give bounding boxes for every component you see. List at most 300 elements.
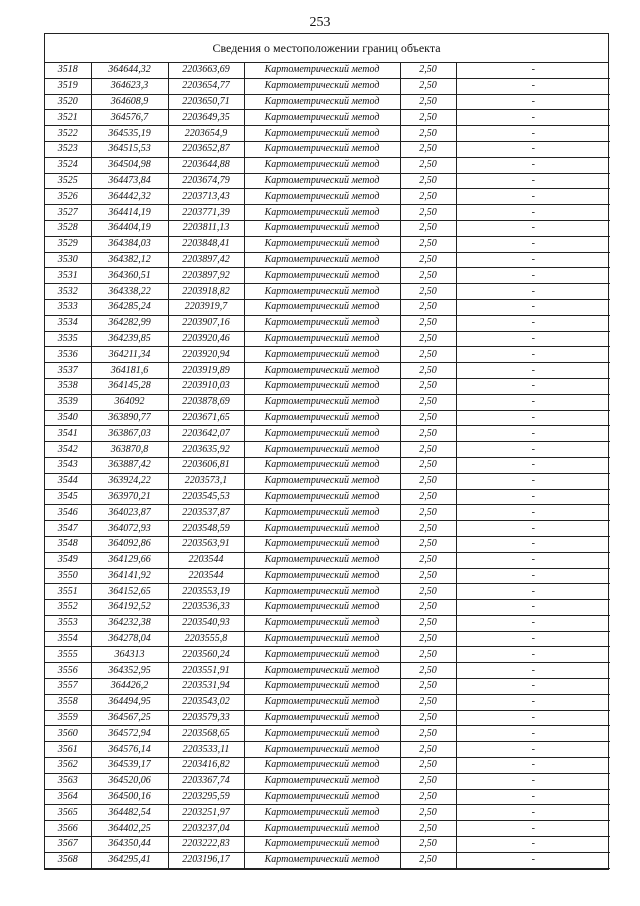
table-row — [45, 173, 610, 189]
accuracy-cell: 2,50 — [400, 726, 456, 742]
y-coordinate-cell: 2203536,33 — [168, 600, 244, 616]
table-row — [45, 268, 610, 284]
table-row — [45, 805, 610, 821]
y-coordinate-cell: 2203251,97 — [168, 805, 244, 821]
y-coordinate-cell: 2203222,83 — [168, 837, 244, 853]
x-coordinate-cell: 364232,38 — [91, 615, 168, 631]
method-cell: Картометрический метод — [244, 426, 400, 442]
description-cell: - — [456, 505, 610, 521]
accuracy-cell: 2,50 — [400, 426, 456, 442]
table-row — [45, 568, 610, 584]
y-coordinate-cell: 2203548,59 — [168, 521, 244, 537]
y-coordinate-cell: 2203644,88 — [168, 157, 244, 173]
x-coordinate-cell: 364482,54 — [91, 805, 168, 821]
x-coordinate-cell: 363887,42 — [91, 457, 168, 473]
y-coordinate-cell: 2203918,82 — [168, 284, 244, 300]
description-cell: - — [456, 426, 610, 442]
table-row — [45, 726, 610, 742]
accuracy-cell: 2,50 — [400, 789, 456, 805]
table-row — [45, 552, 610, 568]
x-coordinate-cell: 363867,03 — [91, 426, 168, 442]
description-cell: - — [456, 742, 610, 758]
point-number-cell: 3557 — [45, 679, 91, 695]
x-coordinate-cell: 364152,65 — [91, 584, 168, 600]
method-cell: Картометрический метод — [244, 315, 400, 331]
table-row — [45, 442, 610, 458]
table-row — [45, 299, 610, 315]
y-coordinate-cell: 2203919,89 — [168, 363, 244, 379]
x-coordinate-cell: 364382,12 — [91, 252, 168, 268]
point-number-cell: 3522 — [45, 126, 91, 142]
description-cell: - — [456, 821, 610, 837]
point-number-cell: 3553 — [45, 615, 91, 631]
point-number-cell: 3532 — [45, 284, 91, 300]
method-cell: Картометрический метод — [244, 536, 400, 552]
accuracy-cell: 2,50 — [400, 110, 456, 126]
point-number-cell: 3549 — [45, 552, 91, 568]
x-coordinate-cell: 363890,77 — [91, 410, 168, 426]
accuracy-cell: 2,50 — [400, 473, 456, 489]
method-cell: Картометрический метод — [244, 63, 400, 78]
x-coordinate-cell: 364644,32 — [91, 63, 168, 78]
point-number-cell: 3566 — [45, 821, 91, 837]
y-coordinate-cell: 2203910,03 — [168, 378, 244, 394]
point-number-cell: 3550 — [45, 568, 91, 584]
y-coordinate-cell: 2203771,39 — [168, 205, 244, 221]
y-coordinate-cell: 2203560,24 — [168, 647, 244, 663]
method-cell: Картометрический метод — [244, 205, 400, 221]
method-cell: Картометрический метод — [244, 789, 400, 805]
x-coordinate-cell: 364576,7 — [91, 110, 168, 126]
point-number-cell: 3565 — [45, 805, 91, 821]
description-cell: - — [456, 726, 610, 742]
y-coordinate-cell: 2203649,35 — [168, 110, 244, 126]
point-number-cell: 3564 — [45, 789, 91, 805]
table-row — [45, 647, 610, 663]
point-number-cell: 3544 — [45, 473, 91, 489]
point-number-cell: 3526 — [45, 189, 91, 205]
section-title: Сведения о местоположении границ объекта — [45, 34, 608, 63]
point-number-cell: 3525 — [45, 173, 91, 189]
table-row — [45, 837, 610, 853]
accuracy-cell: 2,50 — [400, 378, 456, 394]
method-cell: Картометрический метод — [244, 852, 400, 868]
table-row — [45, 457, 610, 473]
accuracy-cell: 2,50 — [400, 347, 456, 363]
point-number-cell: 3536 — [45, 347, 91, 363]
point-number-cell: 3519 — [45, 78, 91, 94]
accuracy-cell: 2,50 — [400, 647, 456, 663]
y-coordinate-cell: 2203531,94 — [168, 679, 244, 695]
table-row — [45, 205, 610, 221]
x-coordinate-cell: 364352,95 — [91, 663, 168, 679]
y-coordinate-cell: 2203606,81 — [168, 457, 244, 473]
y-coordinate-cell: 2203579,33 — [168, 710, 244, 726]
table-row — [45, 710, 610, 726]
point-number-cell: 3542 — [45, 442, 91, 458]
table-row — [45, 363, 610, 379]
accuracy-cell: 2,50 — [400, 600, 456, 616]
accuracy-cell: 2,50 — [400, 489, 456, 505]
x-coordinate-cell: 364404,19 — [91, 220, 168, 236]
point-number-cell: 3555 — [45, 647, 91, 663]
table-row — [45, 473, 610, 489]
y-coordinate-cell: 2203713,43 — [168, 189, 244, 205]
description-cell: - — [456, 299, 610, 315]
table-row — [45, 236, 610, 252]
method-cell: Картометрический метод — [244, 410, 400, 426]
description-cell: - — [456, 615, 610, 631]
description-cell: - — [456, 536, 610, 552]
method-cell: Картометрический метод — [244, 584, 400, 600]
x-coordinate-cell: 364181,6 — [91, 363, 168, 379]
method-cell: Картометрический метод — [244, 552, 400, 568]
description-cell: - — [456, 805, 610, 821]
method-cell: Картометрический метод — [244, 521, 400, 537]
method-cell: Картометрический метод — [244, 679, 400, 695]
table-row — [45, 378, 610, 394]
x-coordinate-cell: 364473,84 — [91, 173, 168, 189]
accuracy-cell: 2,50 — [400, 837, 456, 853]
point-number-cell: 3561 — [45, 742, 91, 758]
point-number-cell: 3533 — [45, 299, 91, 315]
y-coordinate-cell: 2203237,04 — [168, 821, 244, 837]
table-row — [45, 141, 610, 157]
accuracy-cell: 2,50 — [400, 615, 456, 631]
table-row — [45, 521, 610, 537]
description-cell: - — [456, 631, 610, 647]
method-cell: Картометрический метод — [244, 442, 400, 458]
accuracy-cell: 2,50 — [400, 631, 456, 647]
coordinates-table — [45, 63, 610, 869]
page-number: 253 — [309, 15, 331, 30]
y-coordinate-cell: 2203545,53 — [168, 489, 244, 505]
x-coordinate-cell: 364576,14 — [91, 742, 168, 758]
x-coordinate-cell: 364350,44 — [91, 837, 168, 853]
accuracy-cell: 2,50 — [400, 236, 456, 252]
description-cell: - — [456, 378, 610, 394]
accuracy-cell: 2,50 — [400, 78, 456, 94]
point-number-cell: 3523 — [45, 141, 91, 157]
y-coordinate-cell: 2203551,91 — [168, 663, 244, 679]
accuracy-cell: 2,50 — [400, 552, 456, 568]
x-coordinate-cell: 364141,92 — [91, 568, 168, 584]
accuracy-cell: 2,50 — [400, 852, 456, 868]
table-row — [45, 347, 610, 363]
description-cell: - — [456, 679, 610, 695]
x-coordinate-cell: 364500,16 — [91, 789, 168, 805]
y-coordinate-cell: 2203544 — [168, 568, 244, 584]
x-coordinate-cell: 364360,51 — [91, 268, 168, 284]
description-cell: - — [456, 521, 610, 537]
method-cell: Картометрический метод — [244, 220, 400, 236]
accuracy-cell: 2,50 — [400, 284, 456, 300]
table-row — [45, 615, 610, 631]
point-number-cell: 3541 — [45, 426, 91, 442]
table-row — [45, 63, 610, 78]
method-cell: Картометрический метод — [244, 252, 400, 268]
description-cell: - — [456, 78, 610, 94]
x-coordinate-cell: 364623,3 — [91, 78, 168, 94]
point-number-cell: 3524 — [45, 157, 91, 173]
point-number-cell: 3537 — [45, 363, 91, 379]
y-coordinate-cell: 2203367,74 — [168, 773, 244, 789]
accuracy-cell: 2,50 — [400, 742, 456, 758]
point-number-cell: 3546 — [45, 505, 91, 521]
accuracy-cell: 2,50 — [400, 584, 456, 600]
point-number-cell: 3548 — [45, 536, 91, 552]
x-coordinate-cell: 364023,87 — [91, 505, 168, 521]
table-row — [45, 821, 610, 837]
method-cell: Картометрический метод — [244, 268, 400, 284]
x-coordinate-cell: 364567,25 — [91, 710, 168, 726]
y-coordinate-cell: 2203671,65 — [168, 410, 244, 426]
accuracy-cell: 2,50 — [400, 299, 456, 315]
method-cell: Картометрический метод — [244, 837, 400, 853]
x-coordinate-cell: 364535,19 — [91, 126, 168, 142]
method-cell: Картометрический метод — [244, 126, 400, 142]
table-row — [45, 773, 610, 789]
y-coordinate-cell: 2203568,65 — [168, 726, 244, 742]
x-coordinate-cell: 364313 — [91, 647, 168, 663]
method-cell: Картометрический метод — [244, 236, 400, 252]
description-cell: - — [456, 837, 610, 853]
point-number-cell: 3543 — [45, 457, 91, 473]
description-cell: - — [456, 331, 610, 347]
x-coordinate-cell: 364192,52 — [91, 600, 168, 616]
point-number-cell: 3559 — [45, 710, 91, 726]
point-number-cell: 3567 — [45, 837, 91, 853]
x-coordinate-cell: 364426,2 — [91, 679, 168, 695]
x-coordinate-cell: 363924,22 — [91, 473, 168, 489]
table-row — [45, 284, 610, 300]
description-cell: - — [456, 220, 610, 236]
y-coordinate-cell: 2203674,79 — [168, 173, 244, 189]
table-row — [45, 758, 610, 774]
method-cell: Картометрический метод — [244, 94, 400, 110]
y-coordinate-cell: 2203537,87 — [168, 505, 244, 521]
description-cell: - — [456, 236, 610, 252]
point-number-cell: 3527 — [45, 205, 91, 221]
table-row — [45, 663, 610, 679]
x-coordinate-cell: 363970,21 — [91, 489, 168, 505]
x-coordinate-cell: 364338,22 — [91, 284, 168, 300]
method-cell: Картометрический метод — [244, 489, 400, 505]
description-cell: - — [456, 141, 610, 157]
method-cell: Картометрический метод — [244, 615, 400, 631]
x-coordinate-cell: 364504,98 — [91, 157, 168, 173]
description-cell: - — [456, 189, 610, 205]
x-coordinate-cell: 364282,99 — [91, 315, 168, 331]
point-number-cell: 3556 — [45, 663, 91, 679]
method-cell: Картометрический метод — [244, 821, 400, 837]
description-cell: - — [456, 157, 610, 173]
description-cell: - — [456, 410, 610, 426]
table-row — [45, 331, 610, 347]
method-cell: Картометрический метод — [244, 331, 400, 347]
method-cell: Картометрический метод — [244, 394, 400, 410]
x-coordinate-cell: 364520,06 — [91, 773, 168, 789]
point-number-cell: 3520 — [45, 94, 91, 110]
y-coordinate-cell: 2203663,69 — [168, 63, 244, 78]
table-row — [45, 410, 610, 426]
table-row — [45, 252, 610, 268]
accuracy-cell: 2,50 — [400, 189, 456, 205]
method-cell: Картометрический метод — [244, 363, 400, 379]
x-coordinate-cell: 364295,41 — [91, 852, 168, 868]
method-cell: Картометрический метод — [244, 284, 400, 300]
x-coordinate-cell: 364539,17 — [91, 758, 168, 774]
y-coordinate-cell: 2203555,8 — [168, 631, 244, 647]
y-coordinate-cell: 2203540,93 — [168, 615, 244, 631]
method-cell: Картометрический метод — [244, 710, 400, 726]
x-coordinate-cell: 364145,28 — [91, 378, 168, 394]
accuracy-cell: 2,50 — [400, 220, 456, 236]
description-cell: - — [456, 94, 610, 110]
method-cell: Картометрический метод — [244, 805, 400, 821]
boundary-table-sheet — [44, 33, 609, 870]
y-coordinate-cell: 2203533,11 — [168, 742, 244, 758]
x-coordinate-cell: 364414,19 — [91, 205, 168, 221]
point-number-cell: 3547 — [45, 521, 91, 537]
accuracy-cell: 2,50 — [400, 568, 456, 584]
point-number-cell: 3554 — [45, 631, 91, 647]
x-coordinate-cell: 363870,8 — [91, 442, 168, 458]
method-cell: Картометрический метод — [244, 742, 400, 758]
x-coordinate-cell: 364608,9 — [91, 94, 168, 110]
x-coordinate-cell: 364515,53 — [91, 141, 168, 157]
accuracy-cell: 2,50 — [400, 442, 456, 458]
y-coordinate-cell: 2203848,41 — [168, 236, 244, 252]
point-number-cell: 3552 — [45, 600, 91, 616]
description-cell: - — [456, 126, 610, 142]
table-row — [45, 126, 610, 142]
method-cell: Картометрический метод — [244, 189, 400, 205]
y-coordinate-cell: 2203573,1 — [168, 473, 244, 489]
coordinates-table-body — [45, 63, 610, 868]
table-row — [45, 189, 610, 205]
method-cell: Картометрический метод — [244, 157, 400, 173]
y-coordinate-cell: 2203920,94 — [168, 347, 244, 363]
y-coordinate-cell: 2203919,7 — [168, 299, 244, 315]
description-cell: - — [456, 552, 610, 568]
method-cell: Картометрический метод — [244, 726, 400, 742]
method-cell: Картометрический метод — [244, 568, 400, 584]
x-coordinate-cell: 364092,86 — [91, 536, 168, 552]
accuracy-cell: 2,50 — [400, 363, 456, 379]
point-number-cell: 3530 — [45, 252, 91, 268]
accuracy-cell: 2,50 — [400, 758, 456, 774]
x-coordinate-cell: 364278,04 — [91, 631, 168, 647]
method-cell: Картометрический метод — [244, 457, 400, 473]
point-number-cell: 3531 — [45, 268, 91, 284]
description-cell: - — [456, 647, 610, 663]
method-cell: Картометрический метод — [244, 773, 400, 789]
accuracy-cell: 2,50 — [400, 205, 456, 221]
point-number-cell: 3534 — [45, 315, 91, 331]
accuracy-cell: 2,50 — [400, 521, 456, 537]
accuracy-cell: 2,50 — [400, 821, 456, 837]
table-row — [45, 394, 610, 410]
point-number-cell: 3529 — [45, 236, 91, 252]
x-coordinate-cell: 364285,24 — [91, 299, 168, 315]
y-coordinate-cell: 2203652,87 — [168, 141, 244, 157]
method-cell: Картометрический метод — [244, 647, 400, 663]
description-cell: - — [456, 347, 610, 363]
y-coordinate-cell: 2203563,91 — [168, 536, 244, 552]
method-cell: Картометрический метод — [244, 600, 400, 616]
y-coordinate-cell: 2203654,9 — [168, 126, 244, 142]
x-coordinate-cell: 364239,85 — [91, 331, 168, 347]
description-cell: - — [456, 110, 610, 126]
y-coordinate-cell: 2203811,13 — [168, 220, 244, 236]
y-coordinate-cell: 2203295,59 — [168, 789, 244, 805]
table-row — [45, 78, 610, 94]
point-number-cell: 3551 — [45, 584, 91, 600]
x-coordinate-cell: 364494,95 — [91, 694, 168, 710]
description-cell: - — [456, 600, 610, 616]
description-cell: - — [456, 489, 610, 505]
point-number-cell: 3521 — [45, 110, 91, 126]
y-coordinate-cell: 2203543,02 — [168, 694, 244, 710]
accuracy-cell: 2,50 — [400, 94, 456, 110]
accuracy-cell: 2,50 — [400, 126, 456, 142]
description-cell: - — [456, 789, 610, 805]
method-cell: Картометрический метод — [244, 473, 400, 489]
y-coordinate-cell: 2203416,82 — [168, 758, 244, 774]
y-coordinate-cell: 2203920,46 — [168, 331, 244, 347]
method-cell: Картометрический метод — [244, 631, 400, 647]
description-cell: - — [456, 473, 610, 489]
description-cell: - — [456, 758, 610, 774]
accuracy-cell: 2,50 — [400, 457, 456, 473]
accuracy-cell: 2,50 — [400, 252, 456, 268]
table-row — [45, 505, 610, 521]
y-coordinate-cell: 2203544 — [168, 552, 244, 568]
method-cell: Картометрический метод — [244, 505, 400, 521]
description-cell: - — [456, 63, 610, 78]
description-cell: - — [456, 442, 610, 458]
y-coordinate-cell: 2203897,42 — [168, 252, 244, 268]
x-coordinate-cell: 364092 — [91, 394, 168, 410]
y-coordinate-cell: 2203654,77 — [168, 78, 244, 94]
point-number-cell: 3563 — [45, 773, 91, 789]
table-row — [45, 584, 610, 600]
point-number-cell: 3518 — [45, 63, 91, 78]
method-cell: Картометрический метод — [244, 347, 400, 363]
table-row — [45, 489, 610, 505]
table-row — [45, 220, 610, 236]
table-row — [45, 157, 610, 173]
method-cell: Картометрический метод — [244, 299, 400, 315]
point-number-cell: 3528 — [45, 220, 91, 236]
table-row — [45, 110, 610, 126]
point-number-cell: 3540 — [45, 410, 91, 426]
accuracy-cell: 2,50 — [400, 331, 456, 347]
x-coordinate-cell: 364072,93 — [91, 521, 168, 537]
point-number-cell: 3558 — [45, 694, 91, 710]
accuracy-cell: 2,50 — [400, 805, 456, 821]
accuracy-cell: 2,50 — [400, 679, 456, 695]
accuracy-cell: 2,50 — [400, 173, 456, 189]
description-cell: - — [456, 284, 610, 300]
description-cell: - — [456, 252, 610, 268]
method-cell: Картометрический метод — [244, 141, 400, 157]
y-coordinate-cell: 2203553,19 — [168, 584, 244, 600]
method-cell: Картометрический метод — [244, 173, 400, 189]
table-row — [45, 852, 610, 868]
y-coordinate-cell: 2203635,92 — [168, 442, 244, 458]
